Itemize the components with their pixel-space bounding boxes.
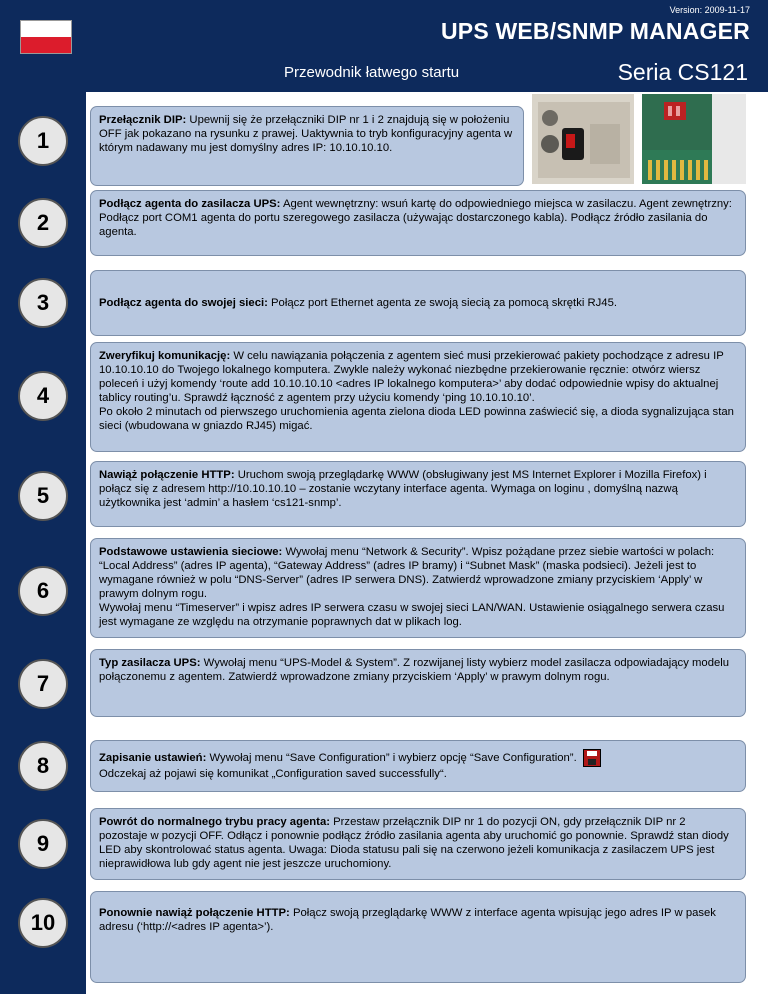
step-text: Uruchom swoją przeglądarkę WWW (obsługiwany jest MS Internet Explorer i Mozilla Firefox) i połącz się z adresem http://10.10.10.10 – zostanie wczytany interface agenta. Wymaga on loginu , domyślną nazwą użytkownika jest ‘admin’ a hasłem ‘cs121-snmp’.	[99, 469, 707, 509]
step-text: Przestaw przełącznik DIP nr 1 do pozycji ON, gdy przełącznik DIP nr 2 pozostaje w pozycji OFF. Odłącz i ponownie podłącz źródło zasilania agenta aby uruchomić go ponownie. Sprawdź stan diody LED aby skontrolować status agenta. Uwaga: Dioda statusu pali się na czerwono jeżeli komunikacja z zasilaczem UPS jest nieprawidłowa lub gdy agent nie jest jeszcze uruchomiony.	[99, 816, 729, 870]
dip-switch-photo	[532, 94, 634, 184]
step-box-5	[90, 461, 746, 527]
step-text-extra: Po około 2 minutach od pierwszego uruchomienia agenta zielona dioda LED powinna zaświecić się, a dioda sygnalizująca stan sieci (wbudowana w gniazdo RJ45) migać.	[99, 406, 734, 432]
step-text: W celu nawiązania połączenia z agentem sieć musi przekierować pakiety pochodzące z adresu IP 10.10.10.10 do Twojego lokalnego komputera. Zwykle należy wykonać niezbędne przekierowanie ręcznie: otwórz wiersz poleceń i użyj komendy ‘route add 10.10.10.10 <adres IP lokalnego komputera>’ aby dodać odpowiednie wpisy do aktualnej tablicy routing’u. Sprawdź łączność z agentem przy użyciu komendy ‘ping 10.10.10.10’.	[99, 350, 724, 404]
polish-flag-icon	[20, 20, 72, 54]
step-heading: Zapisanie ustawień:	[99, 751, 207, 764]
floppy-disk-icon	[583, 749, 601, 767]
step-box-2	[90, 190, 746, 256]
step-heading: Typ zasilacza UPS:	[99, 657, 201, 669]
step-heading: Podłącz agenta do zasilacza UPS:	[99, 198, 281, 210]
version-label: Version: 2009-11-17	[669, 5, 750, 15]
step-number-6: 6	[18, 566, 68, 616]
step-box-6	[90, 538, 746, 638]
step-number-3: 3	[18, 278, 68, 328]
step-text: Upewnij się że przełączniki DIP nr 1 i 2 znajdują się w położeniu OFF jak pokazano na rysunku z prawej. Uaktywnia to tryb konfiguracyjny agenta w którym nadawany mu jest domyślny adres IP: 10.10.10.10.	[99, 114, 513, 154]
step-heading: Podstawowe ustawienia sieciowe:	[99, 546, 283, 558]
page-title: UPS WEB/SNMP MANAGER	[441, 18, 750, 44]
step-heading: Ponownie nawiąż połączenie HTTP:	[99, 907, 290, 919]
step-box-4	[90, 342, 746, 452]
step-number-4: 4	[18, 371, 68, 421]
step-heading: Powrót do normalnego trybu pracy agenta:	[99, 816, 330, 828]
step-box-3	[90, 270, 746, 336]
step-text-extra: Odczekaj aż pojawi się komunikat „Configuration saved successfully“.	[99, 768, 447, 780]
step-text: Połącz port Ethernet agenta ze swoją siecią za pomocą skrętki RJ45.	[267, 297, 617, 309]
step-text: Wywołaj menu “Save Configuration” i wybierz opcję “Save Configuration”.	[206, 751, 577, 764]
agent-card-photo	[642, 94, 746, 184]
step-number-9: 9	[18, 819, 68, 869]
step-box-7	[90, 649, 746, 717]
step-number-2: 2	[18, 198, 68, 248]
step-text-extra: Wywołaj menu “Timeserver” i wpisz adres IP serwera czasu w swojej sieci LAN/WAN. Ustawienie osiągalnego serwera czasu jest wymagane ze względu na otrzymanie poprawnych dat w plikach log.	[99, 602, 725, 628]
step-text: Wywołaj menu “UPS-Model & System”. Z rozwijanej listy wybierz model zasilacza odpowiadający modelu połączonemu z agentem. Zatwierdź wprowadzone zmiany przyciskiem ‘Apply’ w prawym dolnym rogu.	[99, 657, 730, 683]
step-box-9	[90, 808, 746, 880]
step-text: Agent wewnętrzny: wsuń kartę do odpowiedniego miejsca w zasilaczu. Agent zewnętrzny: Podłącz port COM1 agenta do portu szeregowego zasilacza (używając dostarczonego kabla). Podłącz źródło zasilania do agenta.	[99, 198, 732, 238]
series-label: Seria CS121	[617, 59, 748, 85]
step-heading: Przełącznik DIP:	[99, 114, 187, 126]
step-text: Połącz swoją przeglądarkę WWW z interface agenta wpisując jego adres IP w pasek adresu (‘http://<adres IP agenta>’).	[99, 907, 716, 933]
step-number-8: 8	[18, 741, 68, 791]
step-number-5: 5	[18, 471, 68, 521]
step-heading: Podłącz agenta do swojej sieci:	[99, 297, 268, 309]
step-heading: Nawiąż połączenie HTTP:	[99, 469, 235, 481]
step-text: Wywołaj menu “Network & Security”. Wpisz pożądane przez siebie wartości w polach: “Local Address” (adres IP agenta), “Gateway Address” (adres IP bramy) i “Subnet Mask” (maska podsieci). Jeżeli jest to wymagane również w polu “DNS-Server” (adres IP serwera DNS). Zatwierdź wprowadzone zmiany przyciskiem ‘Apply’ w prawym dolnym rogu.	[99, 546, 715, 600]
step-box-10	[90, 891, 746, 983]
step-number-1: 1	[18, 116, 68, 166]
step-number-10: 10	[18, 898, 68, 948]
step-number-7: 7	[18, 659, 68, 709]
page-subtitle: Przewodnik łatwego startu	[284, 64, 460, 81]
step-heading: Zweryfikuj komunikację:	[99, 350, 231, 362]
step-box-1	[90, 106, 524, 186]
step-box-8	[90, 740, 746, 792]
